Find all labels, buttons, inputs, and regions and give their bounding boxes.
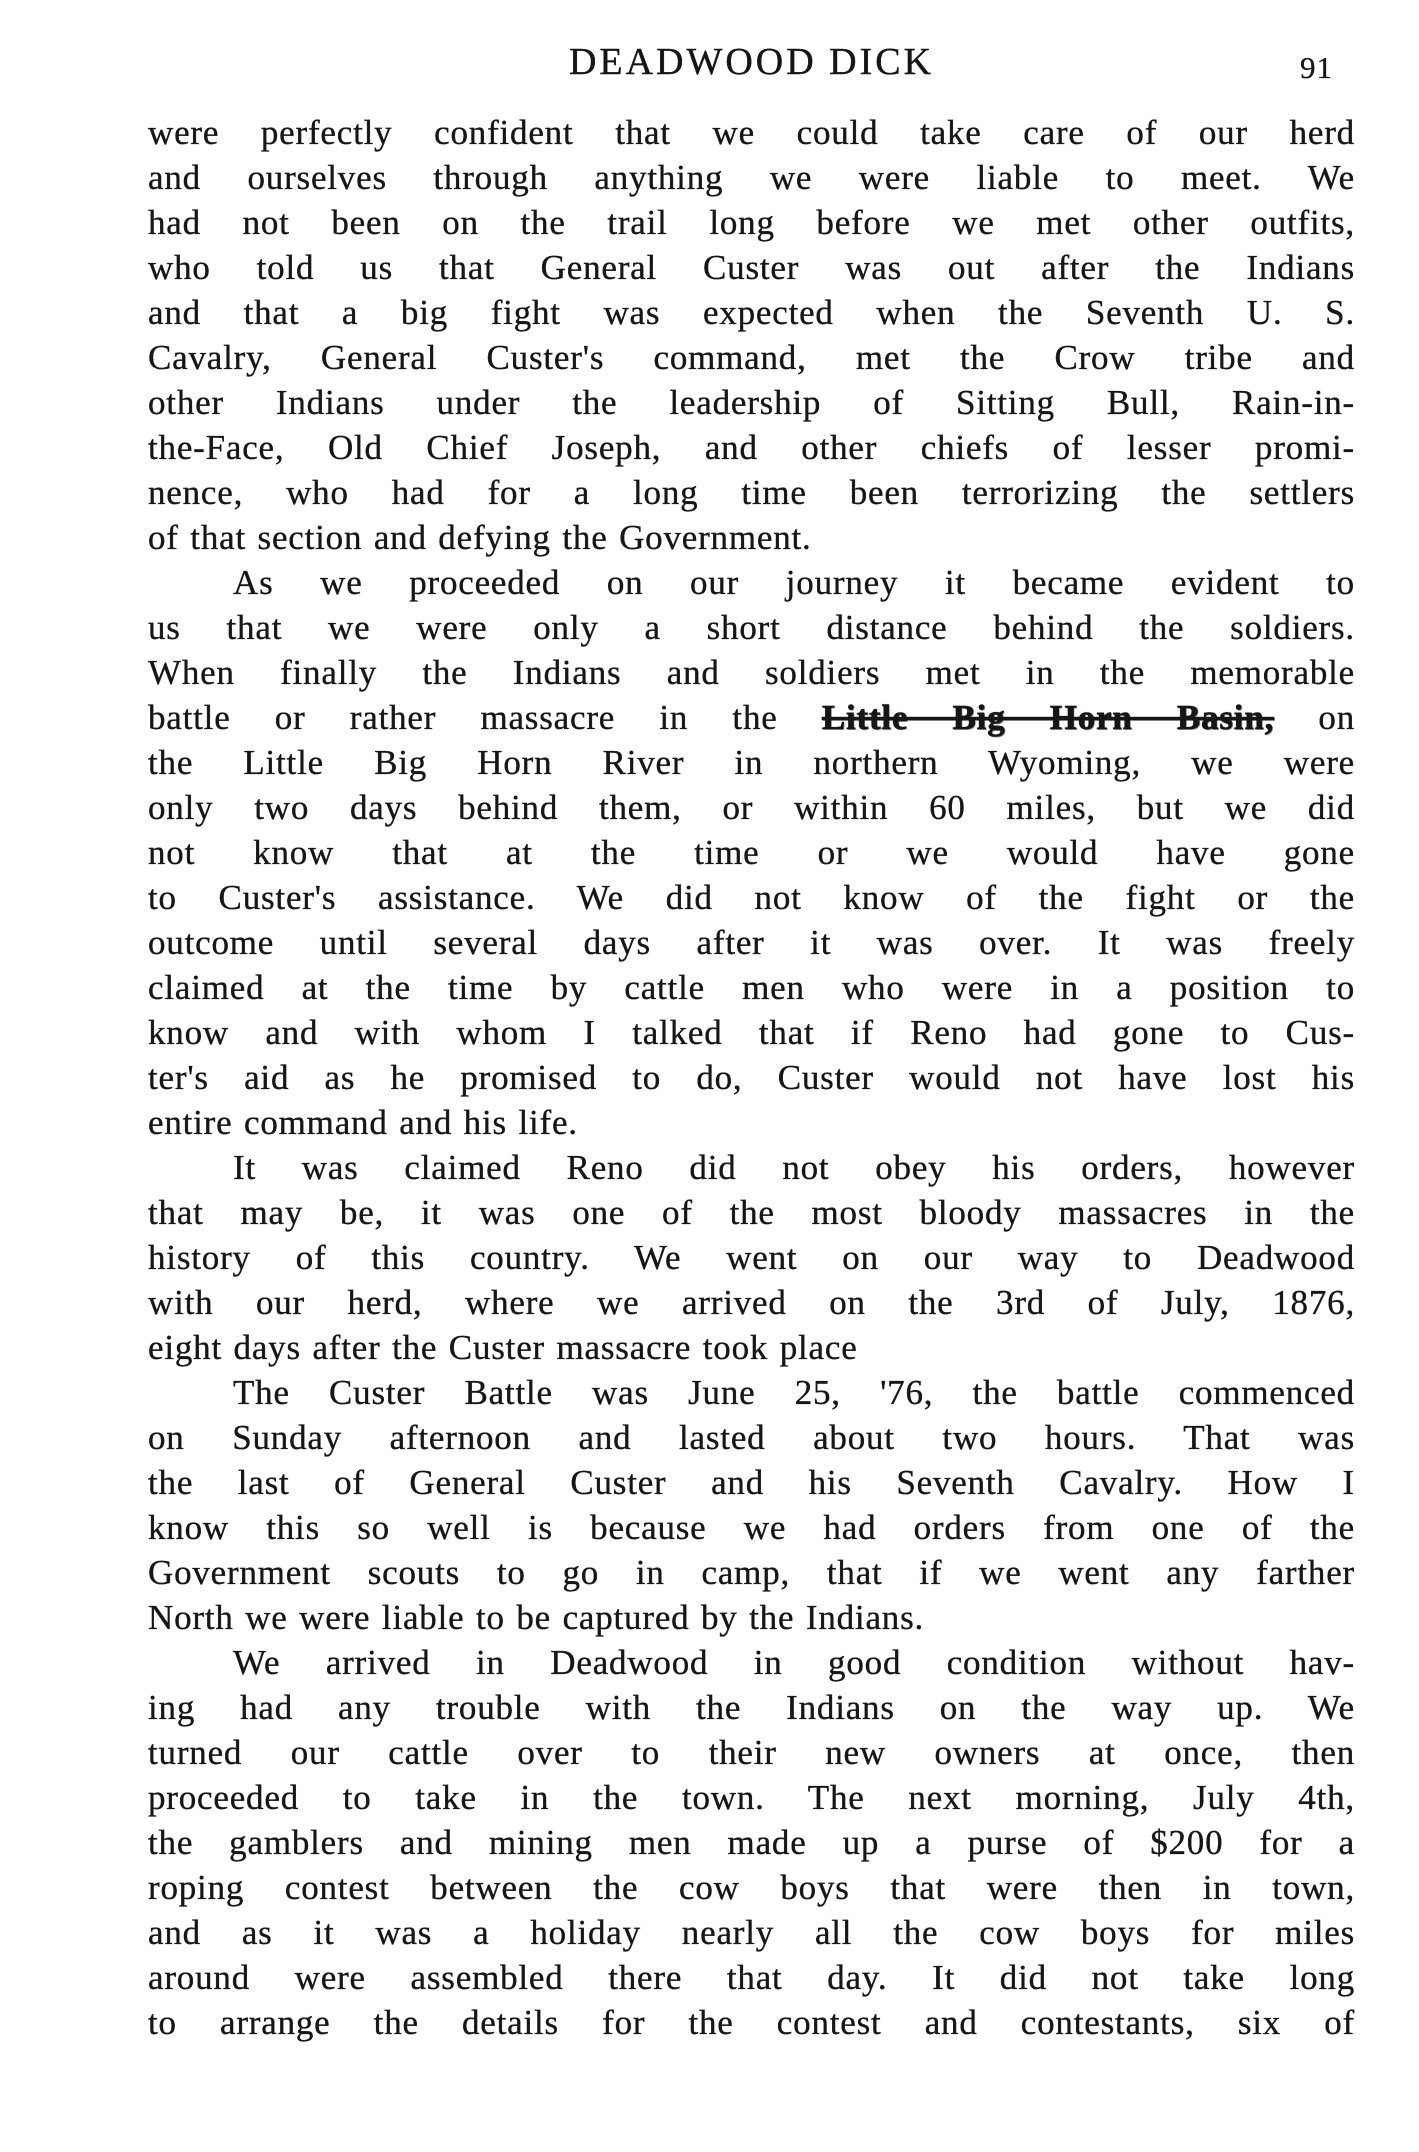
text-line: who told us that General Custer was out after the Indians (148, 248, 1355, 287)
text-line: outcome until several days after it was over. It was freely (148, 923, 1355, 962)
text-line: nence, who had for a long time been terrorizing the settlers (148, 473, 1355, 512)
text-line: claimed at the time by cattle men who were in a position to (148, 968, 1355, 1007)
text-segment: battle or rather massacre in the (148, 698, 822, 737)
text-line: the last of General Custer and his Seventh Cavalry. How I (148, 1463, 1355, 1502)
text-line: history of this country. We went on our way to Deadwood (148, 1238, 1355, 1277)
text-line: other Indians under the leadership of Sitting Bull, Rain-in- (148, 383, 1355, 422)
text-line: on Sunday afternoon and lasted about two hours. That was (148, 1418, 1355, 1457)
text-line (148, 695, 1355, 740)
text-line: eight days after the Custer massacre took place (148, 1328, 858, 1367)
text-line: It was claimed Reno did not obey his orders, however (233, 1148, 1355, 1187)
text-line: ter's aid as he promised to do, Custer would not have lost his (148, 1058, 1355, 1097)
text-line: turned our cattle over to their new owners at once, then (148, 1733, 1355, 1772)
text-line: to Custer's assistance. We did not know of the fight or the (148, 878, 1355, 917)
text-line: ing had any trouble with the Indians on the way up. We (148, 1688, 1355, 1727)
text-line: that may be, it was one of the most bloody massacres in the (148, 1193, 1355, 1232)
text-line: proceeded to take in the town. The next morning, July 4th, (148, 1778, 1355, 1817)
page-body (148, 110, 1355, 2045)
text-line: the-Face, Old Chief Joseph, and other chiefs of lesser promi- (148, 428, 1355, 467)
text-line: had not been on the trail long before we met other outfits, (148, 203, 1355, 242)
text-line: not know that at the time or we would have gone (148, 833, 1355, 872)
text-line: and as it was a holiday nearly all the cow boys for miles (148, 1913, 1355, 1952)
text-line: were perfectly confident that we could take care of our herd (148, 113, 1355, 152)
page-header-title: DEADWOOD DICK (568, 41, 935, 83)
text-line: of that section and defying the Government. (148, 518, 812, 557)
text-line: Cavalry, General Custer's command, met the Crow tribe and (148, 338, 1355, 377)
text-line: When finally the Indians and soldiers met in the memorable (148, 653, 1355, 692)
text-line: know and with whom I talked that if Reno had gone to Cus- (148, 1013, 1355, 1052)
text-line: with our herd, where we arrived on the 3rd of July, 1876, (148, 1283, 1355, 1322)
text-line: us that we were only a short distance behind the soldiers. (148, 608, 1355, 647)
text-line: As we proceeded on our journey it became evident to (233, 563, 1355, 602)
text-line: around were assembled there that day. It did not take long (148, 1958, 1355, 1997)
text-line: only two days behind them, or within 60 miles, but we did (148, 788, 1355, 827)
text-line: the gamblers and mining men made up a purse of $200 for a (148, 1823, 1355, 1862)
text-line: The Custer Battle was June 25, '76, the battle commenced (233, 1373, 1355, 1412)
text-line: entire command and his life. (148, 1103, 578, 1142)
text-segment: on (1274, 698, 1355, 737)
text-line: North we were liable to be captured by the Indians. (148, 1598, 925, 1637)
page-number: 91 (1300, 50, 1333, 85)
text-line: the Little Big Horn River in northern Wyoming, we were (148, 743, 1355, 782)
text-line: know this so well is because we had orders from one of the (148, 1508, 1355, 1547)
struck-out-text: Little Big Horn Basin, (821, 698, 1275, 737)
text-line: and ourselves through anything we were liable to meet. We (148, 158, 1355, 197)
text-line: We arrived in Deadwood in good condition without hav- (233, 1643, 1355, 1682)
text-line: roping contest between the cow boys that were then in town, (148, 1868, 1355, 1907)
text-line: Government scouts to go in camp, that if we went any farther (148, 1553, 1355, 1592)
text-line: to arrange the details for the contest and contestants, six of (148, 2003, 1355, 2042)
text-line: and that a big fight was expected when the Seventh U. S. (148, 293, 1355, 332)
